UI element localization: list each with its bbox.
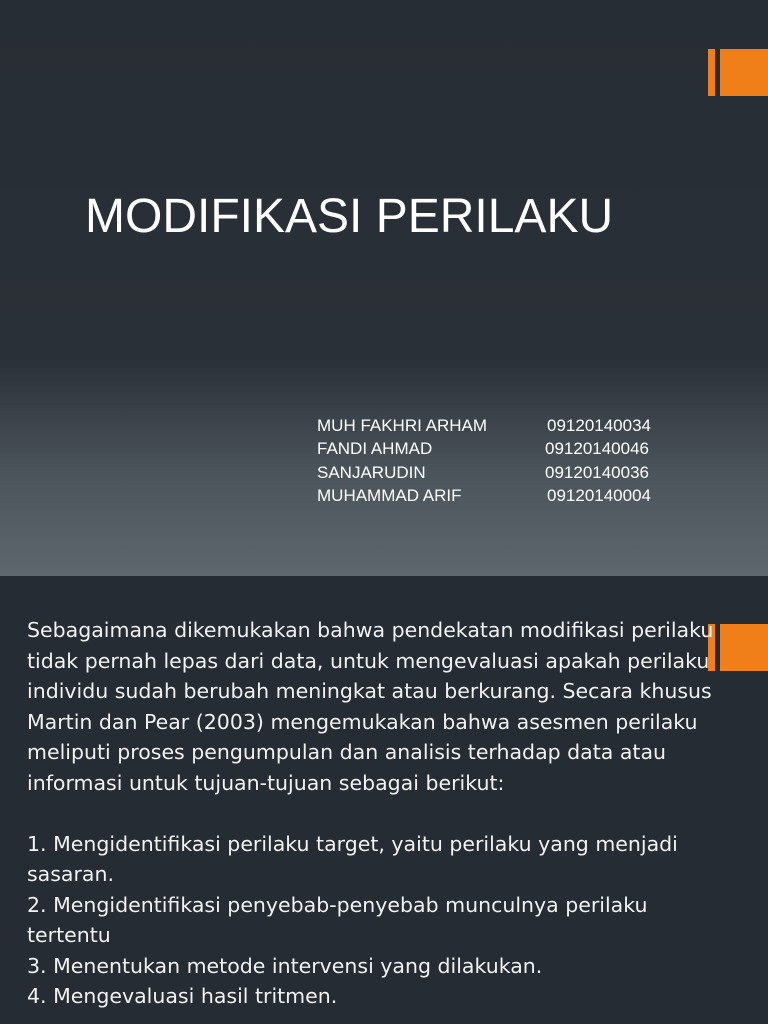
member-name: MUH FAKHRI ARHAM xyxy=(317,416,488,435)
member-row xyxy=(317,414,677,437)
member-row xyxy=(317,461,677,484)
list-item: 4. Mengevaluasi hasil tritmen. xyxy=(27,984,338,1008)
intro-paragraph: Sebagaimana dikemukakan bahwa pendekatan modifikasi perilaku tidak pernah lepas dari data, untuk mengevaluasi apakah perilaku individu sudah berubah meningkat atau berkurang. Secara khusus Martin dan Pear (2003) mengemukakan bahwa asesmen perilaku meliputi proses pengumpulan dan analisis terhadap data atau informasi untuk tujuan-tujuan sebagai berikut: xyxy=(27,618,714,795)
member-name: MUHAMMAD ARIF xyxy=(317,485,462,505)
orange-accent-bars xyxy=(708,624,768,671)
member-name: SANJARUDIN xyxy=(317,462,426,482)
accent-bar-thick xyxy=(720,49,768,96)
member-name: FANDI AHMAD xyxy=(317,439,433,459)
accent-bar-thin xyxy=(708,49,715,96)
slide-title: MODIFIKASI PERILAKU xyxy=(85,190,614,243)
member-id: 09120140034 xyxy=(547,416,652,435)
purpose-list xyxy=(27,829,717,1012)
list-item: 1. Mengidentifikasi perilaku target, yaitu perilaku yang menjadi sasaran. xyxy=(27,831,678,886)
member-id: 09120140036 xyxy=(545,462,650,482)
member-id: 09120140004 xyxy=(547,485,652,505)
slide-body xyxy=(27,615,717,1012)
member-row xyxy=(317,437,677,460)
member-id: 09120140046 xyxy=(545,439,650,459)
list-item: 2. Mengidentifikasi penyebab-penyebab munculnya perilaku tertentu xyxy=(27,892,648,947)
orange-accent-bars xyxy=(708,49,768,96)
accent-bar-thick xyxy=(720,624,768,671)
list-item: 3. Menentukan metode intervensi yang dilakukan. xyxy=(27,953,543,978)
content-slide xyxy=(0,576,768,1024)
member-list xyxy=(317,414,677,507)
member-row xyxy=(317,484,677,507)
